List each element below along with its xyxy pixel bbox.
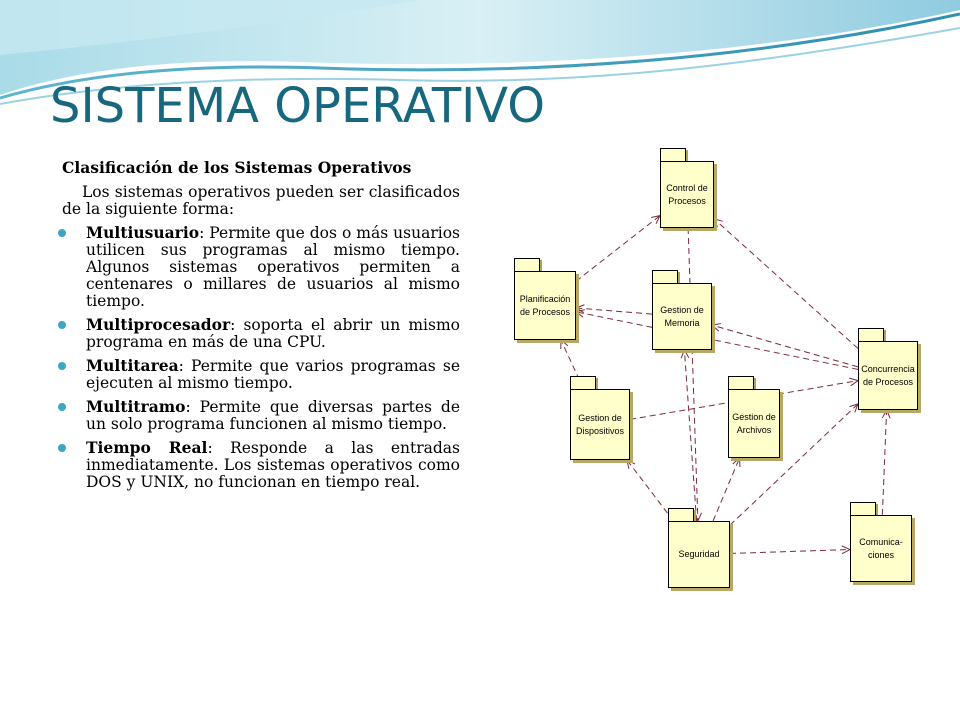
package-tab [652, 270, 678, 284]
package-tab [850, 502, 876, 516]
package-label: Concurrencia de Procesos [858, 341, 918, 410]
bullet-dot-icon [58, 403, 66, 411]
intro-paragraph: Los sistemas operativos pueden ser clasificados de la siguiente forma: [62, 183, 460, 218]
bullet-dot-icon [58, 444, 66, 452]
package-gestion-de-dispositivos [570, 376, 630, 460]
bullet-dot-icon [58, 362, 66, 370]
bullet-item-multitarea [62, 357, 460, 392]
dependency-line-concurrencia-control [714, 219, 858, 349]
package-gestion-de-archivos [728, 376, 780, 458]
dependency-line-concurrencia-planificacion [576, 312, 858, 370]
dependency-line-seguridad-memoria [684, 350, 696, 521]
package-label: Gestion de Dispositivos [570, 389, 630, 460]
bullet-dot-icon [58, 229, 66, 237]
bullet-term: Multiprocesador [86, 315, 231, 334]
bullet-term: Tiempo Real [86, 438, 208, 457]
bullet-text: : Responde a las entradas inmediatamente. Los sistemas operativos como DOS y UNIX, no funcionan en tiempo real. [86, 439, 461, 491]
package-label: Comunica- ciones [850, 515, 912, 582]
package-seguridad [668, 508, 730, 588]
package-concurrencia-de-procesos [858, 328, 918, 410]
slide-title: SISTEMA OPERATIVO [50, 78, 546, 134]
bullet-text: : Permite que varios programas se ejecuten al mismo tiempo. [86, 357, 460, 392]
slide-subtitle: Clasificación de los Sistemas Operativos [62, 158, 412, 177]
package-tab [514, 258, 540, 272]
package-planificacion-de-procesos [514, 258, 576, 340]
bullet-term: Multitramo [86, 397, 186, 416]
package-comunicaciones [850, 502, 912, 582]
dependency-line-seguridad-comunicaciones [730, 550, 850, 554]
dependency-line-concurrencia-memoria [712, 325, 858, 367]
package-label: Seguridad [668, 521, 730, 588]
bullet-text: : Permite que diversas partes de un solo programa funcionen al mismo tiempo. [86, 398, 460, 433]
bullet-text: : Permite que dos o más usuarios utilicen sus programas al mismo tiempo. Algunos sistemas operativos permiten a centenares o millares de usuarios al mismo tiempo. [86, 224, 460, 310]
package-label: Gestion de Memoria [652, 283, 712, 350]
package-control-de-procesos [660, 148, 714, 228]
package-tab [728, 376, 754, 390]
package-label: Planificación de Procesos [514, 271, 576, 340]
bullet-list [62, 224, 460, 491]
package-tab [668, 508, 694, 522]
package-tab [858, 328, 884, 342]
bullet-item-tiempo-real [62, 439, 460, 491]
dependency-line-comunicaciones-concurrencia [882, 410, 886, 515]
dependency-line-seguridad-dispositivos [627, 460, 673, 521]
package-gestion-de-memoria [652, 270, 712, 350]
text-content [62, 158, 460, 497]
bullet-text: : soporta el abrir un mismo programa en más de una CPU. [86, 316, 460, 351]
bullet-dot-icon [58, 321, 66, 329]
bullet-term: Multitarea [86, 356, 179, 375]
package-label: Gestion de Archivos [728, 389, 780, 458]
package-tab [570, 376, 596, 390]
dependency-line-planificacion-control [576, 216, 660, 282]
bullet-item-multitramo [62, 398, 460, 433]
bullet-term: Multiusuario [86, 223, 200, 242]
package-tab [660, 148, 686, 162]
bullet-item-multiprocesador [62, 316, 460, 351]
bullet-item-multiusuario [62, 224, 460, 310]
package-diagram [508, 140, 924, 592]
package-label: Control de Procesos [660, 161, 714, 228]
dependency-line-memoria-planificacion [576, 308, 652, 314]
